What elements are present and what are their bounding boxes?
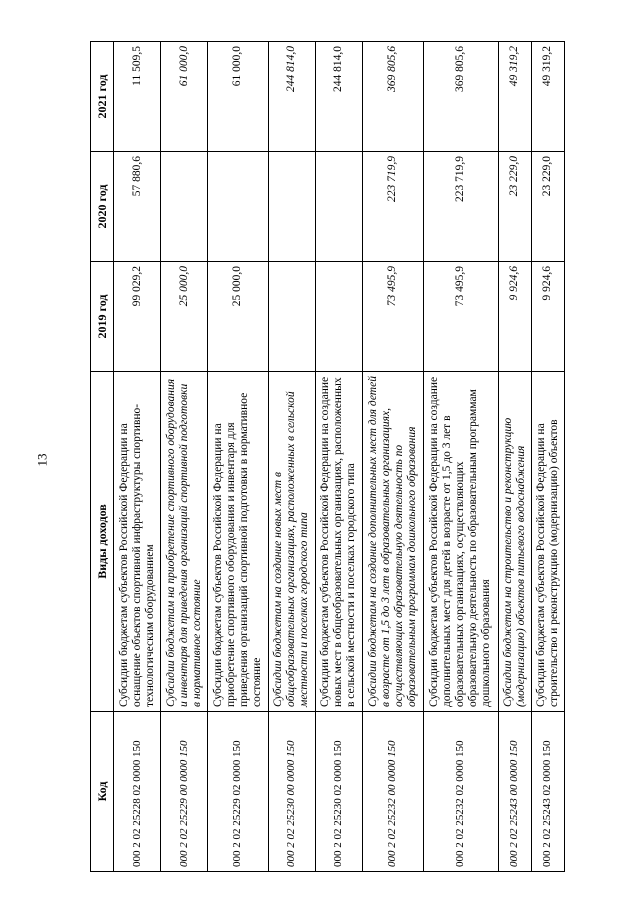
table-row [161, 42, 208, 872]
row-name: Субсидии бюджетам на создание дополнительных мест для детей в возрасте от 1,5 до 3 лет в образовательных организациях, осуществляющих образовательную деятельность по образовательным программам дошкольного образования [362, 372, 423, 712]
row-2019 [268, 262, 315, 372]
row-2021: 369 805,6 [423, 42, 498, 152]
header-name: Виды доходов [91, 372, 114, 712]
row-code: 000 2 02 25230 00 0000 150 [268, 712, 315, 872]
income-table [90, 41, 565, 872]
row-code: 000 2 02 25229 02 0000 150 [208, 712, 269, 872]
table-row [423, 42, 498, 872]
row-2019: 73 495,9 [362, 262, 423, 372]
row-2021: 11 509,5 [114, 42, 161, 152]
row-2020: 23 229,0 [498, 152, 531, 262]
row-2021: 61 000,0 [208, 42, 269, 152]
row-code: 000 2 02 25229 00 0000 150 [161, 712, 208, 872]
row-2020: 223 719,9 [423, 152, 498, 262]
row-2019: 73 495,9 [423, 262, 498, 372]
header-2019: 2019 год [91, 262, 114, 372]
row-name: Субсидии бюджетам на создание новых мест в общеобразовательных организациях, расположенных в сельской местности и поселках городского типа [268, 372, 315, 712]
row-code: 000 2 02 25243 00 0000 150 [498, 712, 531, 872]
table-row [315, 42, 362, 872]
row-2021: 244 814,0 [315, 42, 362, 152]
row-2021: 369 805,6 [362, 42, 423, 152]
row-2021: 244 814,0 [268, 42, 315, 152]
row-2020 [208, 152, 269, 262]
row-2020 [268, 152, 315, 262]
row-code: 000 2 02 25228 02 0000 150 [114, 712, 161, 872]
table-row [498, 42, 531, 872]
row-name: Субсидии бюджетам субъектов Российской Федерации на строительство и реконструкцию (модернизацию) объектов [531, 372, 564, 712]
row-name: Субсидии бюджетам субъектов Российской Федерации на создание новых мест в общеобразовательных организациях, расположенных в сельской местности и поселках городского типа [315, 372, 362, 712]
header-2021: 2021 год [91, 42, 114, 152]
row-name: Субсидии бюджетам субъектов Российской Федерации на приобретение спортивного оборудования и инвентаря для приведения организаций спортивной подготовки в нормативное состояние [208, 372, 269, 712]
row-2019: 99 029,2 [114, 262, 161, 372]
header-2020: 2020 год [91, 152, 114, 262]
table-row [114, 42, 161, 872]
row-name: Субсидии бюджетам субъектов Российской Федерации на создание дополнительных мест для детей в возрасте от 1,5 до 3 лет в образовательных организациях, осуществляющих образовательную деятельность по образовательным программам дошкольного образования [423, 372, 498, 712]
row-name: Субсидии бюджетам на приобретение спортивного оборудования и инвентаря для приведения организаций спортивной подготовки в нормативное состояние [161, 372, 208, 712]
row-code: 000 2 02 25232 02 0000 150 [423, 712, 498, 872]
row-2020: 57 880,6 [114, 152, 161, 262]
page-number: 13 [34, 453, 50, 467]
row-2019: 9 924,6 [531, 262, 564, 372]
row-2021: 49 319,2 [498, 42, 531, 152]
row-2020 [315, 152, 362, 262]
row-2019 [315, 262, 362, 372]
row-2021: 49 319,2 [531, 42, 564, 152]
row-2019: 9 924,6 [498, 262, 531, 372]
row-2020: 223 719,9 [362, 152, 423, 262]
rotated-page-content [90, 42, 565, 872]
table-row [531, 42, 564, 872]
table-row [208, 42, 269, 872]
table-row [362, 42, 423, 872]
row-code: 000 2 02 25243 02 0000 150 [531, 712, 564, 872]
row-2020: 23 229,0 [531, 152, 564, 262]
rotated-table-container [90, 42, 565, 872]
table-row [268, 42, 315, 872]
row-code: 000 2 02 25230 02 0000 150 [315, 712, 362, 872]
header-code: Код [91, 712, 114, 872]
row-2019: 25 000,0 [161, 262, 208, 372]
row-name: Субсидии бюджетам субъектов Российской Федерации на оснащение объектов спортивной инфраструктуры спортивно-технологическим оборудованием [114, 372, 161, 712]
table-header-row [91, 42, 114, 872]
row-name: Субсидии бюджетам на строительство и реконструкцию (модернизацию) объектов питьевого водоснабжения [498, 372, 531, 712]
row-2021: 61 000,0 [161, 42, 208, 152]
row-2019: 25 000,0 [208, 262, 269, 372]
row-code: 000 2 02 25232 00 0000 150 [362, 712, 423, 872]
row-2020 [161, 152, 208, 262]
